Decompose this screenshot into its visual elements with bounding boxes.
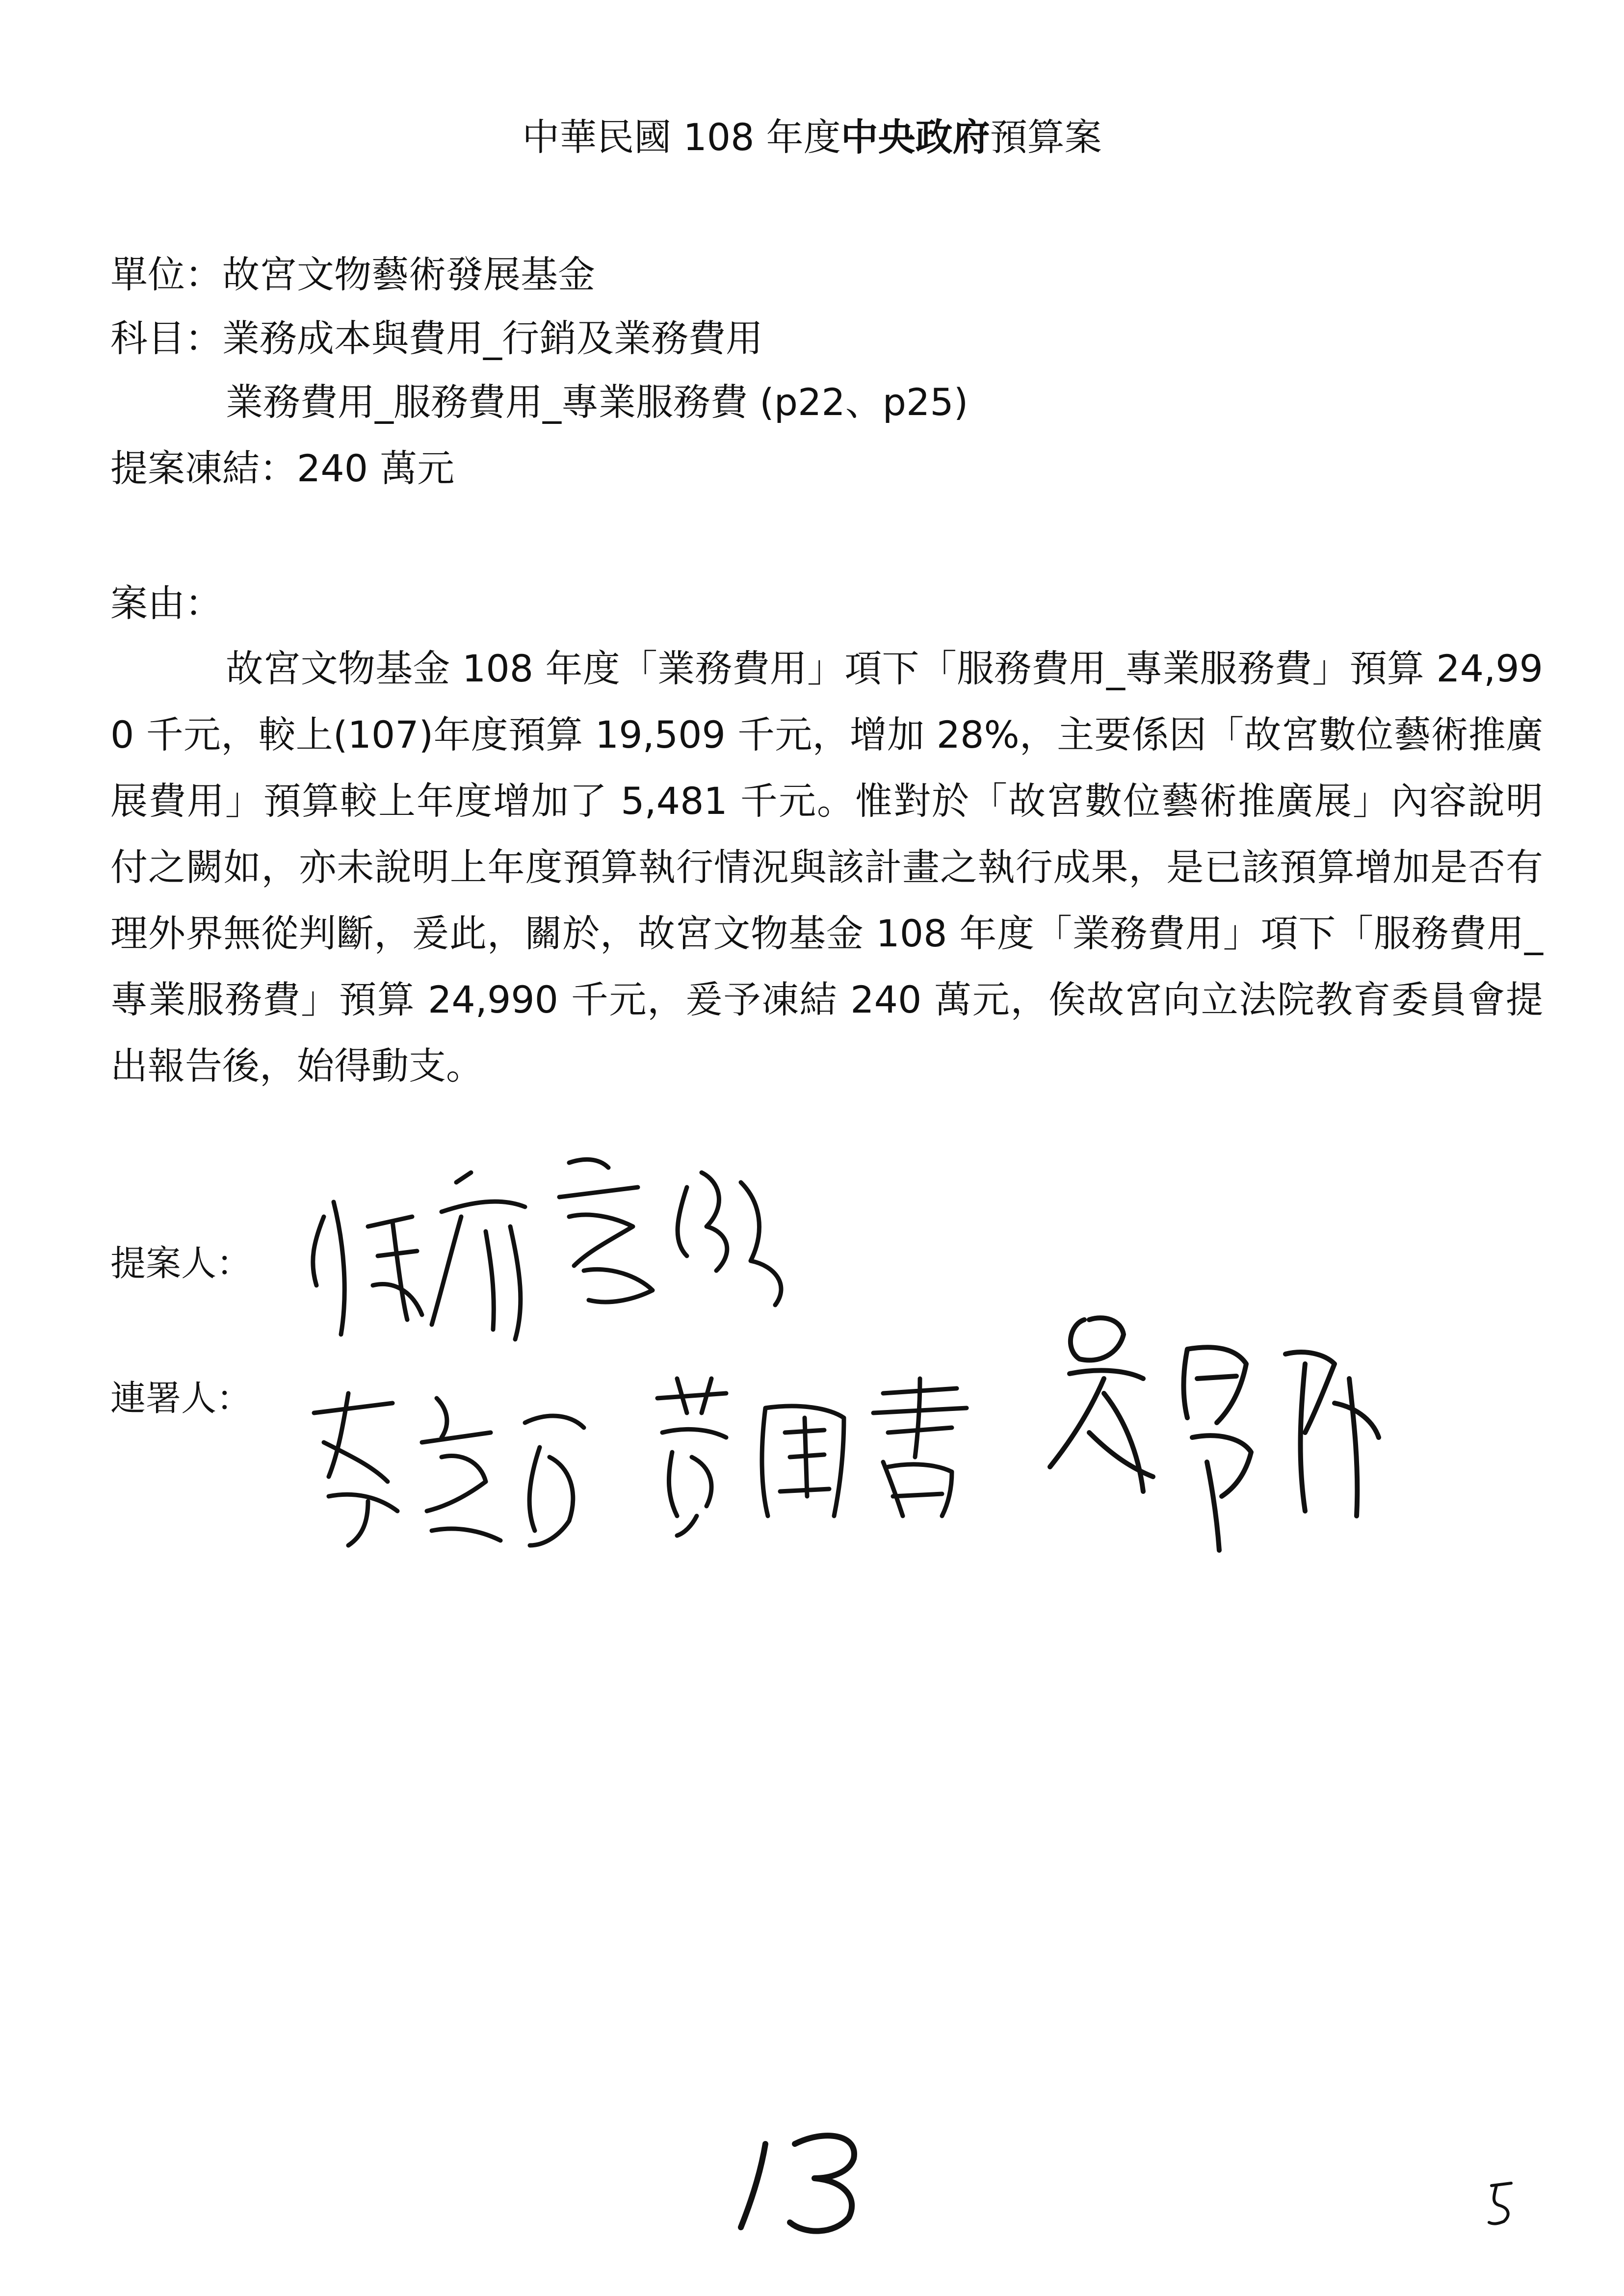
title-prefix: 中華民國 108 年度: [522, 115, 841, 159]
reason-text: 故宮文物基金 108 年度「業務費用」項下「服務費用_專業服務費」預算 24,990 千元，較上(107)年度預算 19,509 千元，增加 28%，主要係因「故宮數位藝術推廣展費用」預算較上年度增加了 5,481 千元。惟對於「故宮數位藝術推廣展」內容說明付之闕如，亦未說明上年度預算執行情況與該計畫之執行成果，是已該預算增加是否有理外界無從判斷，爰此，關於，故宮文物基金 108 年度「業務費用」項下「服務費用_專業服務費」預算 24,990 千元，爰予凍結 240 萬元，俟故宮向立法院教育委員會提出報告後，始得動支。: [110, 647, 1543, 1088]
proposer-signature: [294, 1143, 883, 1349]
cosigner-label: 連署人：: [110, 1378, 252, 1419]
cosigner-signature-3: [1030, 1305, 1403, 1560]
unit-line: [110, 250, 595, 299]
page-number-handwritten: [731, 2124, 888, 2242]
reason-paragraph: [110, 635, 1543, 1099]
subject-line-2: 業務費用_服務費用_專業服務費 (p22、p25): [226, 380, 969, 424]
freeze-label: 提案凍結：: [110, 446, 297, 490]
document-title: [0, 113, 1624, 162]
unit-label: 單位：: [110, 253, 222, 296]
cosigner-signature-1: [294, 1383, 599, 1560]
corner-handwritten-mark: [1482, 2178, 1526, 2227]
cosigner-signature-2: [638, 1369, 981, 1545]
title-suffix: 預算案: [990, 115, 1102, 159]
subject-line: [110, 314, 763, 363]
freeze-value: 240 萬元: [297, 446, 455, 490]
proposer-label: 提案人：: [110, 1243, 252, 1284]
subject-value-1: 業務成本與費用_行銷及業務費用: [222, 316, 763, 360]
reason-label: 案由：: [110, 581, 222, 625]
freeze-line: [110, 444, 454, 493]
unit-value: 故宮文物藝術發展基金: [222, 253, 595, 296]
subject-label: 科目：: [110, 316, 222, 360]
title-bold: 中央政府: [840, 115, 990, 159]
